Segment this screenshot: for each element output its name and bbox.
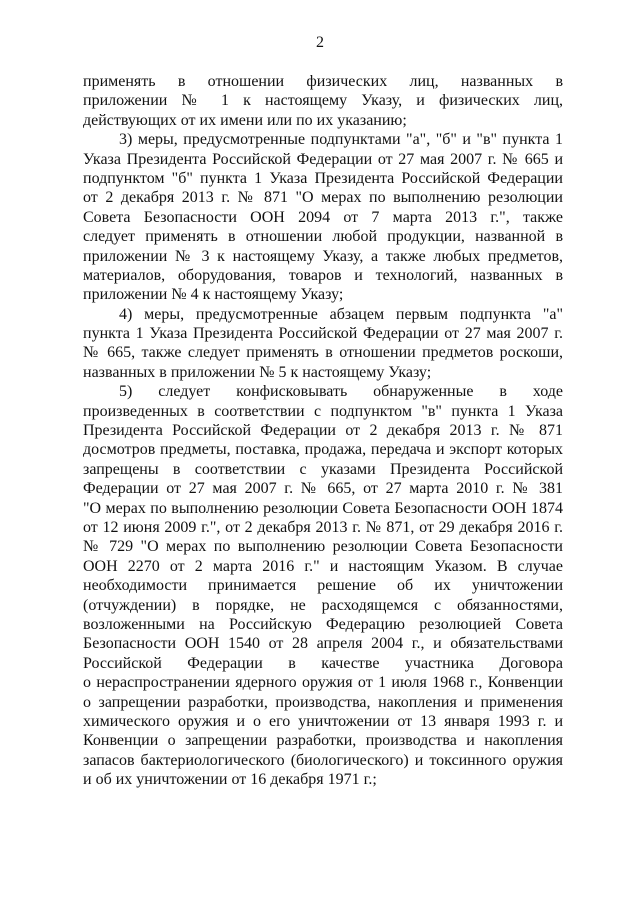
text-line: названных в приложении № 5 к настоящему Указу;: [83, 363, 432, 381]
text-line: необходимости принимается решение об их уничтожении: [83, 577, 563, 595]
text-line: 5) следует конфисковывать обнаруженные в ходе: [119, 383, 563, 401]
text-line: Российской Федерации в качестве участника Договора: [83, 654, 563, 672]
text-line: пункта 1 Указа Президента Российской Федерации от 27 мая 2007 г.: [83, 325, 563, 343]
text-line: Федерации от 27 мая 2007 г. № 665, от 27 марта 2010 г. № 381: [83, 480, 563, 498]
text-line: Безопасности ООН 1540 от 28 апреля 2004 г., и обязательствами: [83, 635, 563, 653]
text-line: следует применять в отношении любой продукции, названной в: [83, 228, 563, 246]
text-line: о нераспространении ядерного оружия от 1 июля 1968 г., Конвенции: [83, 674, 563, 692]
text-line: № 729 "О мерах по выполнению резолюции Совета Безопасности: [83, 538, 563, 556]
text-line: от 2 декабря 2013 г. № 871 "О мерах по выполнению резолюции: [83, 189, 563, 207]
text-line: возложенными на Российскую Федерацию резолюцией Совета: [83, 615, 563, 633]
text-line: Конвенции о запрещении разработки, производства и накопления: [83, 732, 563, 750]
text-line: приложении № 1 к настоящему Указу, и физических лиц,: [83, 92, 563, 110]
text-line: 3) меры, предусмотренные подпунктами "а", "б" и "в" пункта 1: [119, 131, 563, 149]
text-line: материалов, оборудования, товаров и технологий, названных в: [83, 266, 563, 284]
text-line: 4) меры, предусмотренные абзацем первым подпункта "а": [119, 305, 563, 323]
text-line: Совета Безопасности ООН 2094 от 7 марта 2013 г.", также: [83, 208, 563, 226]
text-line: "О мерах по выполнению резолюции Совета Безопасности ООН 1874: [83, 499, 563, 517]
document-body: [83, 72, 563, 789]
text-line: о запрещении разработки, производства, накопления и применения: [83, 693, 563, 711]
page-number: 2: [316, 34, 324, 51]
text-line: от 12 июня 2009 г.", от 2 декабря 2013 г. № 871, от 29 декабря 2016 г.: [83, 518, 563, 536]
text-line: № 665, также следует применять в отношении предметов роскоши,: [83, 344, 563, 362]
text-line: приложении № 4 к настоящему Указу;: [83, 286, 344, 304]
text-line: химического оружия и о его уничтожении от 13 января 1993 г. и: [83, 712, 563, 730]
text-line: ООН 2270 от 2 марта 2016 г." и настоящим Указом. В случае: [83, 557, 563, 575]
text-line: приложении № 3 к настоящему Указу, а также любых предметов,: [83, 247, 563, 265]
text-line: подпунктом "б" пункта 1 Указа Президента Российской Федерации: [83, 169, 563, 187]
text-line: Указа Президента Российской Федерации от 27 мая 2007 г. № 665 и: [83, 150, 563, 168]
text-line: произведенных в соответствии с подпунктом "в" пункта 1 Указа: [83, 402, 563, 420]
text-line: (отчуждении) в порядке, не расходящемся с обязанностями,: [83, 596, 563, 614]
text-line: действующих от их имени или по их указанию;: [83, 111, 407, 129]
text-line: досмотров предметы, поставка, продажа, передача и экспорт которых: [83, 441, 563, 459]
text-line: применять в отношении физических лиц, названных в: [83, 73, 563, 90]
text-line: запрещены в соответствии с указами Президента Российской: [83, 460, 563, 478]
text-line: и об их уничтожении от 16 декабря 1971 г.;: [83, 771, 377, 789]
text-line: запасов бактериологического (биологического) и токсинного оружия: [83, 751, 563, 769]
text-line: Президента Российской Федерации от 2 декабря 2013 г. № 871: [83, 422, 563, 440]
